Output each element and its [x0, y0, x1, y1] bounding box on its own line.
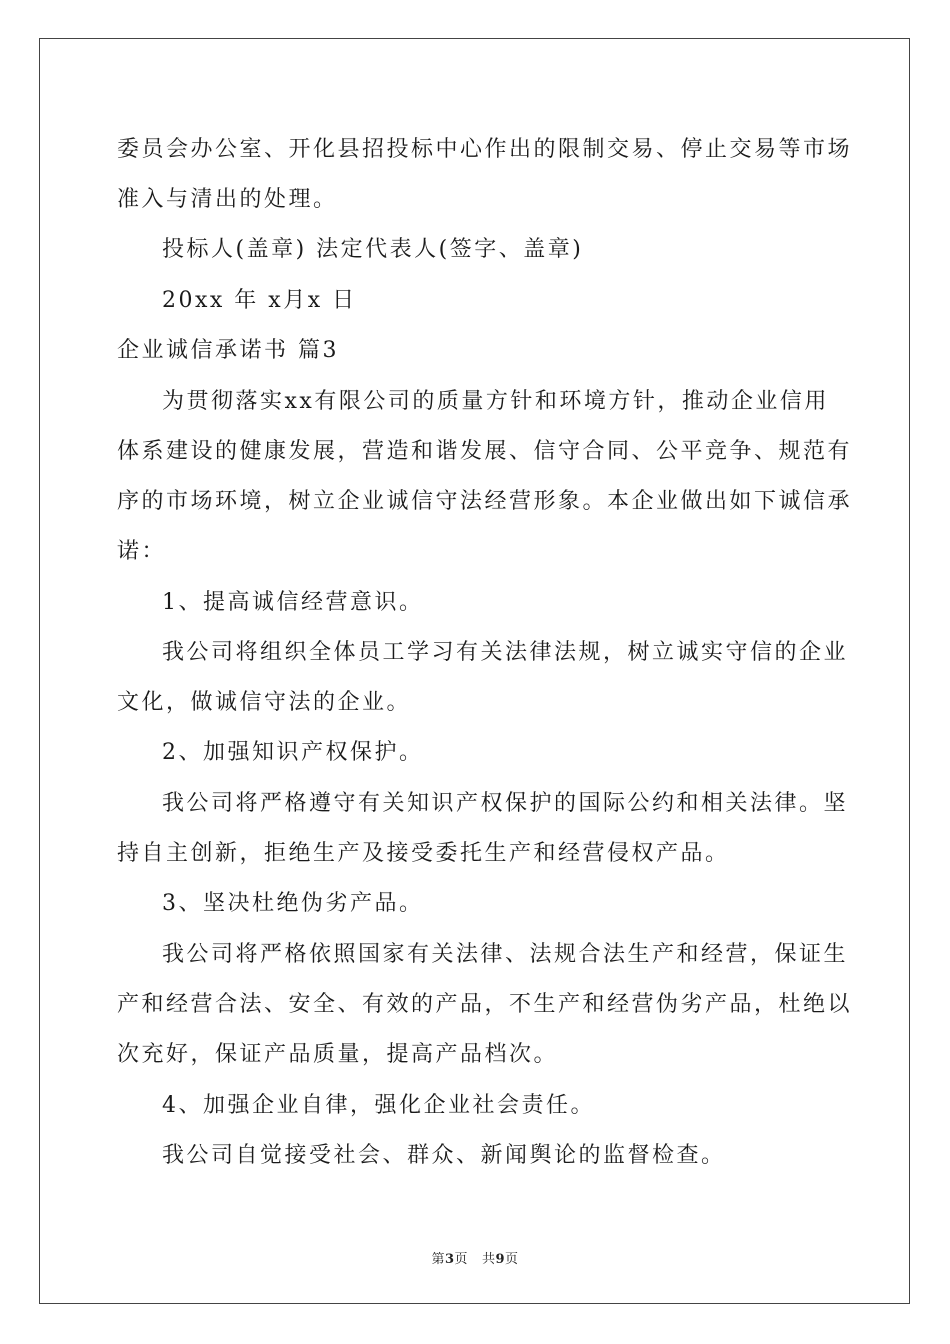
paragraph-line: 次充好，保证产品质量，提高产品档次。: [117, 1042, 559, 1067]
item-heading-4: 4、加强企业自律，强化企业社会责任。: [162, 1093, 595, 1118]
footer-prefix: 第: [431, 1252, 445, 1267]
paragraph-line: 序的市场环境，树立企业诚信守法经营形象。本企业做出如下诚信承: [117, 489, 853, 514]
paragraph-line: 委员会办公室、开化县招投标中心作出的限制交易、停止交易等市场: [117, 137, 853, 162]
paragraph-line: 我公司将组织全体员工学习有关法律法规，树立诚实守信的企业: [162, 640, 849, 665]
paragraph-line: 我公司将严格遵守有关知识产权保护的国际公约和相关法律。坚: [162, 791, 849, 816]
paragraph-line: 产和经营合法、安全、有效的产品，不生产和经营伪劣产品，杜绝以: [117, 992, 853, 1017]
footer-page-number: 3: [444, 1252, 455, 1267]
signature-line: 投标人(盖章) 法定代表人(签字、盖章): [162, 237, 584, 262]
footer-total-prefix: 共: [481, 1252, 496, 1267]
paragraph-line: 文化，做诚信守法的企业。: [117, 690, 412, 715]
page-footer: [0, 1248, 950, 1267]
footer-page-suffix: 页: [454, 1252, 469, 1267]
paragraph-line: 为贯彻落实xx有限公司的质量方针和环境方针，推动企业信用: [162, 389, 829, 414]
footer-total-suffix: 页: [505, 1252, 519, 1267]
paragraph-line: 我公司将严格依照国家有关法律、法规合法生产和经营，保证生: [162, 942, 849, 967]
paragraph-line: 准入与清出的处理。: [117, 187, 338, 212]
paragraph-line: 体系建设的健康发展，营造和谐发展、信守合同、公平竞争、规范有: [117, 439, 853, 464]
paragraph-line: 诺：: [117, 539, 167, 564]
paragraph-line: 我公司自觉接受社会、群众、新闻舆论的监督检查。: [162, 1143, 726, 1168]
footer-total-pages: 9: [495, 1252, 506, 1267]
paragraph-line: 持自主创新，拒绝生产及接受委托生产和经营侵权产品。: [117, 841, 730, 866]
item-heading-3: 3、坚决杜绝伪劣产品。: [162, 891, 424, 916]
item-heading-2: 2、加强知识产权保护。: [162, 740, 424, 765]
section-heading: 企业诚信承诺书 篇3: [117, 338, 339, 363]
item-heading-1: 1、提高诚信经营意识。: [162, 590, 424, 615]
date-line: 20xx 年 x月x 日: [162, 288, 357, 313]
